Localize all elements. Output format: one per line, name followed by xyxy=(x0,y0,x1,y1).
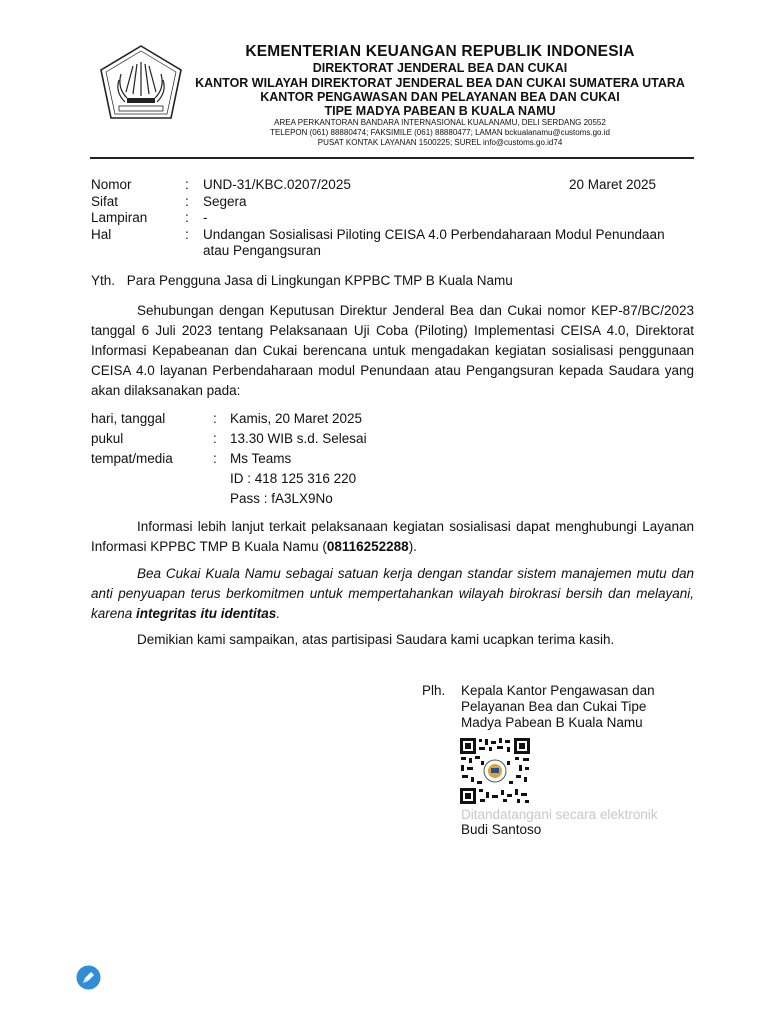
event-label: tempat/media xyxy=(91,451,173,466)
contact-phone: 08116252288 xyxy=(326,539,409,554)
event-label xyxy=(91,469,213,489)
position-line-1: Kepala Kantor Pengawasan dan xyxy=(461,683,655,698)
meta-label: Lampiran xyxy=(91,210,148,225)
event-value: Kamis, 20 Maret 2025 xyxy=(230,411,363,426)
meta-value: UND-31/KBC.0207/2025 xyxy=(203,177,351,192)
event-separator: : xyxy=(213,451,217,466)
p2-text: Informasi lebih lanjut terkait pelaksanaan kegiatan sosialisasi dapat menghubungi Layanan Informasi KPPBC TMP B Kuala Namu ( xyxy=(91,519,694,554)
meta-row-hal xyxy=(91,227,691,260)
body-paragraph-2 xyxy=(91,517,694,557)
letterhead-divider xyxy=(90,157,694,159)
qr-code-icon xyxy=(459,737,531,805)
meta-label: Sifat xyxy=(91,193,119,209)
event-label xyxy=(91,489,213,509)
event-separator xyxy=(213,489,230,509)
p3-text: Bea Cukai Kuala Namu sebagai satuan kerja dengan standar sistem manajemen mutu dan anti penyuapan terus berkomitmen untuk mempertahankan wilayah birokrasi bersih dan melayani, karena xyxy=(91,566,694,621)
letterhead xyxy=(185,42,695,148)
office-name-1: KANTOR PENGAWASAN DAN PELAYANAN BEA DAN CUKAI xyxy=(260,90,620,104)
office-phone: TELEPON (061) 88880474; FAKSIMILE (061) 88880477; LAMAN bckualanamu@customs.go.id xyxy=(270,128,610,137)
office-contact: PUSAT KONTAK LAYANAN 1500225; SUREL info@customs.go.id74 xyxy=(317,138,563,147)
event-row xyxy=(91,409,367,429)
letter-date: 20 Maret 2025 xyxy=(569,177,657,192)
office-address: AREA PERKANTORAN BANDARA INTERNASIONAL KUALANAMU, DELI SERDANG 20552 xyxy=(274,118,606,127)
meta-separator: : xyxy=(185,226,189,242)
regional-office-name: KANTOR WILAYAH DIREKTORAT JENDERAL BEA DAN CUKAI SUMATERA UTARA xyxy=(195,76,685,90)
event-row xyxy=(91,429,367,449)
meta-separator: : xyxy=(185,210,189,225)
p3-end: . xyxy=(276,606,281,621)
body-paragraph-4: Demikian kami sampaikan, atas partisipasi Saudara kami ucapkan terima kasih. xyxy=(137,632,615,647)
ministry-logo-icon xyxy=(97,44,185,122)
event-label: pukul xyxy=(91,431,124,446)
event-row xyxy=(91,489,367,509)
meta-label: Hal xyxy=(91,226,112,242)
event-meeting-id: ID : 418 125 316 220 xyxy=(230,471,357,486)
integrity-motto: integritas itu identitas xyxy=(136,606,277,621)
meta-value: Segera xyxy=(203,193,247,209)
event-separator xyxy=(213,469,230,489)
meta-separator: : xyxy=(185,177,189,192)
meta-row-sifat xyxy=(91,194,691,211)
electronic-signature-note: Ditandatangani secara elektronik xyxy=(461,807,658,822)
event-details xyxy=(91,409,367,509)
event-separator: : xyxy=(213,431,217,446)
event-row xyxy=(91,449,367,469)
addressee-name: Para Pengguna Jasa di Lingkungan KPPBC TMP B Kuala Namu xyxy=(126,273,513,288)
event-value: Ms Teams xyxy=(230,451,292,466)
signature-position xyxy=(461,683,701,731)
event-label: hari, tanggal xyxy=(91,411,166,426)
blue-pen-icon[interactable] xyxy=(76,965,101,990)
event-passcode: Pass : fA3LX9No xyxy=(230,491,333,506)
position-line-3: Madya Pabean B Kuala Namu xyxy=(461,715,643,730)
addressee-prefix: Yth. xyxy=(91,273,116,288)
signer-name: Budi Santoso xyxy=(461,822,542,837)
office-name-2: TIPE MADYA PABEAN B KUALA NAMU xyxy=(324,104,556,118)
directorate-name: DIREKTORAT JENDERAL BEA DAN CUKAI xyxy=(312,61,568,75)
event-row xyxy=(91,469,367,489)
signature-plh: Plh. xyxy=(422,683,446,698)
body-paragraph-3 xyxy=(91,564,694,624)
meta-separator: : xyxy=(185,193,189,209)
meta-value: Undangan Sosialisasi Piloting CEISA 4.0 Perbendaharaan Modul Penundaan atau Pengangsuran xyxy=(203,226,665,258)
addressee xyxy=(91,273,513,290)
meta-row-lampiran xyxy=(91,210,691,227)
body-paragraph-1: Sehubungan dengan Keputusan Direktur Jenderal Bea dan Cukai nomor KEP-87/BC/2023 tanggal 6 Juli 2023 tentang Pelaksanaan Uji Coba (Piloting) Implementasi CEISA 4.0, Direktorat Informasi Kepabeanan dan Cukai berencana untuk mengadakan kegiatan sosialisasi penggunaan CEISA 4.0 layanan Perbendaharaan modul Penundaan atau Pengangsuran kepada Saudara yang akan dilaksanakan pada: xyxy=(91,303,694,398)
position-line-2: Pelayanan Bea dan Cukai Tipe xyxy=(461,699,647,714)
ministry-name: KEMENTERIAN KEUANGAN REPUBLIK INDONESIA xyxy=(245,43,635,60)
event-value: 13.30 WIB s.d. Selesai xyxy=(230,431,367,446)
event-separator: : xyxy=(213,411,217,426)
meta-label: Nomor xyxy=(91,177,132,192)
p2-end: ). xyxy=(408,539,417,554)
meta-value: - xyxy=(203,210,208,225)
